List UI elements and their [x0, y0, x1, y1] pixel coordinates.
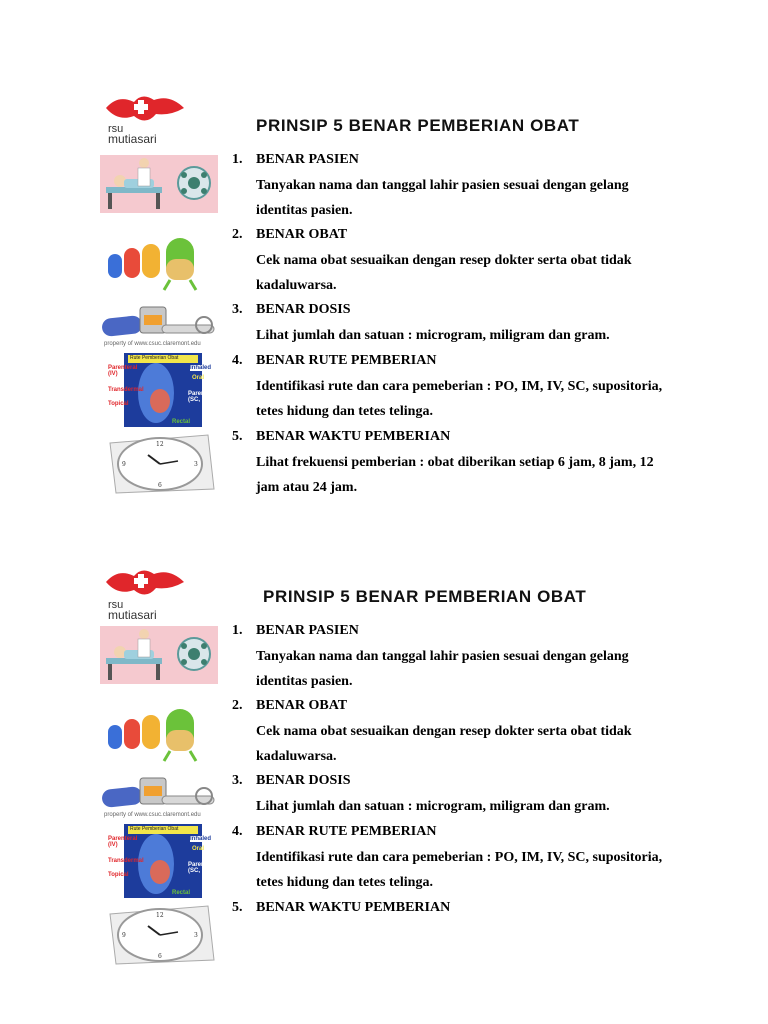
route-label-oral: Oral	[192, 375, 205, 381]
medicine-thumbnail	[100, 703, 218, 763]
watermark-text: property of www.csuc.claremont.edu	[104, 341, 201, 347]
page-title: PRINSIP 5 BENAR PEMBERIAN OBAT	[256, 116, 580, 135]
item-description: Identifikasi rute dan cara pemeberian : PO, IM, IV, SC, supositoria, tetes hidung dan tetes telinga.	[256, 849, 663, 890]
item-heading: BENAR RUTE PEMBERIAN	[256, 353, 437, 368]
item-number: 5.	[232, 900, 243, 915]
item-heading: BENAR PASIEN	[256, 623, 359, 638]
item-description: Lihat jumlah dan satuan : microgram, miligram dan gram.	[256, 327, 610, 343]
item-number: 3.	[232, 302, 243, 317]
item-number: 4.	[232, 824, 243, 839]
route-label-oral: Oral	[192, 846, 205, 852]
item-number: 5.	[232, 429, 243, 444]
item-description: Tanyakan nama dan tanggal lahir pasien sesuai dengan gelang identitas pasien.	[256, 648, 629, 689]
logo-text	[108, 600, 157, 621]
route-label-iv: Parenteral (IV)	[108, 836, 138, 848]
svg-text:3: 3	[194, 461, 198, 468]
item-number: 1.	[232, 152, 243, 167]
logo-text	[108, 124, 157, 145]
clock-thumbnail	[104, 904, 216, 966]
route-label-rectal: Rectal	[172, 890, 191, 896]
route-label-sc-im: Parenteral (SC, IM)	[188, 862, 218, 874]
item-description: Lihat frekuensi pemberian : obat diberikan setiap 6 jam, 8 jam, 12 jam atau 24 jam.	[256, 454, 654, 495]
item-heading: BENAR DOSIS	[256, 302, 351, 317]
svg-text:12: 12	[156, 441, 164, 448]
route-label-transdermal: Transdermal	[108, 387, 144, 393]
route-chart-title: Rute Pemberian Obat	[130, 826, 179, 832]
svg-text:9: 9	[122, 461, 126, 468]
svg-text:6: 6	[158, 953, 162, 960]
dose-thumbnail	[100, 303, 218, 351]
medicine-thumbnail	[100, 232, 218, 292]
watermark-text: property of www.csuc.claremont.edu	[104, 812, 201, 818]
svg-text:9: 9	[122, 932, 126, 939]
item-heading: BENAR RUTE PEMBERIAN	[256, 824, 437, 839]
route-label-rectal: Rectal	[172, 419, 191, 425]
route-chart-title: Rute Pemberian Obat	[130, 355, 179, 361]
patient-thumbnail	[100, 155, 218, 213]
route-label-sc-im: Parenteral (SC, IM)	[188, 391, 218, 403]
route-label-topical: Topical	[108, 872, 129, 878]
route-thumbnail	[108, 353, 218, 427]
item-number: 4.	[232, 353, 243, 368]
logo-line1: rsu	[108, 599, 124, 611]
route-label-iv: Parenteral (IV)	[108, 365, 138, 377]
route-label-transdermal: Transdermal	[108, 858, 144, 864]
route-label-inhaled: Inhaled	[190, 365, 212, 371]
cross-logo-icon	[104, 566, 188, 600]
item-heading: BENAR WAKTU PEMBERIAN	[256, 429, 451, 444]
item-description: Lihat jumlah dan satuan : microgram, miligram dan gram.	[256, 798, 610, 814]
logo-line2: mutiasari	[108, 608, 157, 622]
item-description: Cek nama obat sesuaikan dengan resep dokter serta obat tidak kadaluwarsa.	[256, 252, 632, 293]
item-description: Tanyakan nama dan tanggal lahir pasien sesuai dengan gelang identitas pasien.	[256, 177, 629, 218]
svg-text:12: 12	[156, 912, 164, 919]
page-title: PRINSIP 5 BENAR PEMBERIAN OBAT	[263, 587, 587, 606]
logo-line2: mutiasari	[108, 132, 157, 146]
item-heading: BENAR OBAT	[256, 227, 348, 242]
item-description: Identifikasi rute dan cara pemeberian : PO, IM, IV, SC, supositoria, tetes hidung dan tetes telinga.	[256, 378, 663, 419]
item-heading: BENAR PASIEN	[256, 152, 359, 167]
item-heading: BENAR DOSIS	[256, 773, 351, 788]
clock-icon	[104, 904, 216, 966]
item-heading: BENAR WAKTU PEMBERIAN	[256, 900, 451, 915]
item-description: Cek nama obat sesuaikan dengan resep dokter serta obat tidak kadaluwarsa.	[256, 723, 632, 764]
route-thumbnail	[108, 824, 218, 898]
item-number: 2.	[232, 698, 243, 713]
route-label-topical: Topical	[108, 401, 129, 407]
item-heading: BENAR OBAT	[256, 698, 348, 713]
svg-text:3: 3	[194, 932, 198, 939]
item-number: 3.	[232, 773, 243, 788]
item-number: 1.	[232, 623, 243, 638]
cross-logo-icon	[104, 92, 188, 126]
hospital-logo	[104, 92, 194, 144]
hospital-logo	[104, 566, 194, 622]
route-label-inhaled: Inhaled	[190, 836, 212, 842]
item-number: 2.	[232, 227, 243, 242]
clock-icon	[104, 433, 216, 495]
dose-thumbnail	[100, 774, 218, 822]
svg-text:6: 6	[158, 482, 162, 489]
clock-thumbnail	[104, 433, 216, 495]
patient-thumbnail	[100, 626, 218, 684]
logo-line1: rsu	[108, 123, 124, 135]
